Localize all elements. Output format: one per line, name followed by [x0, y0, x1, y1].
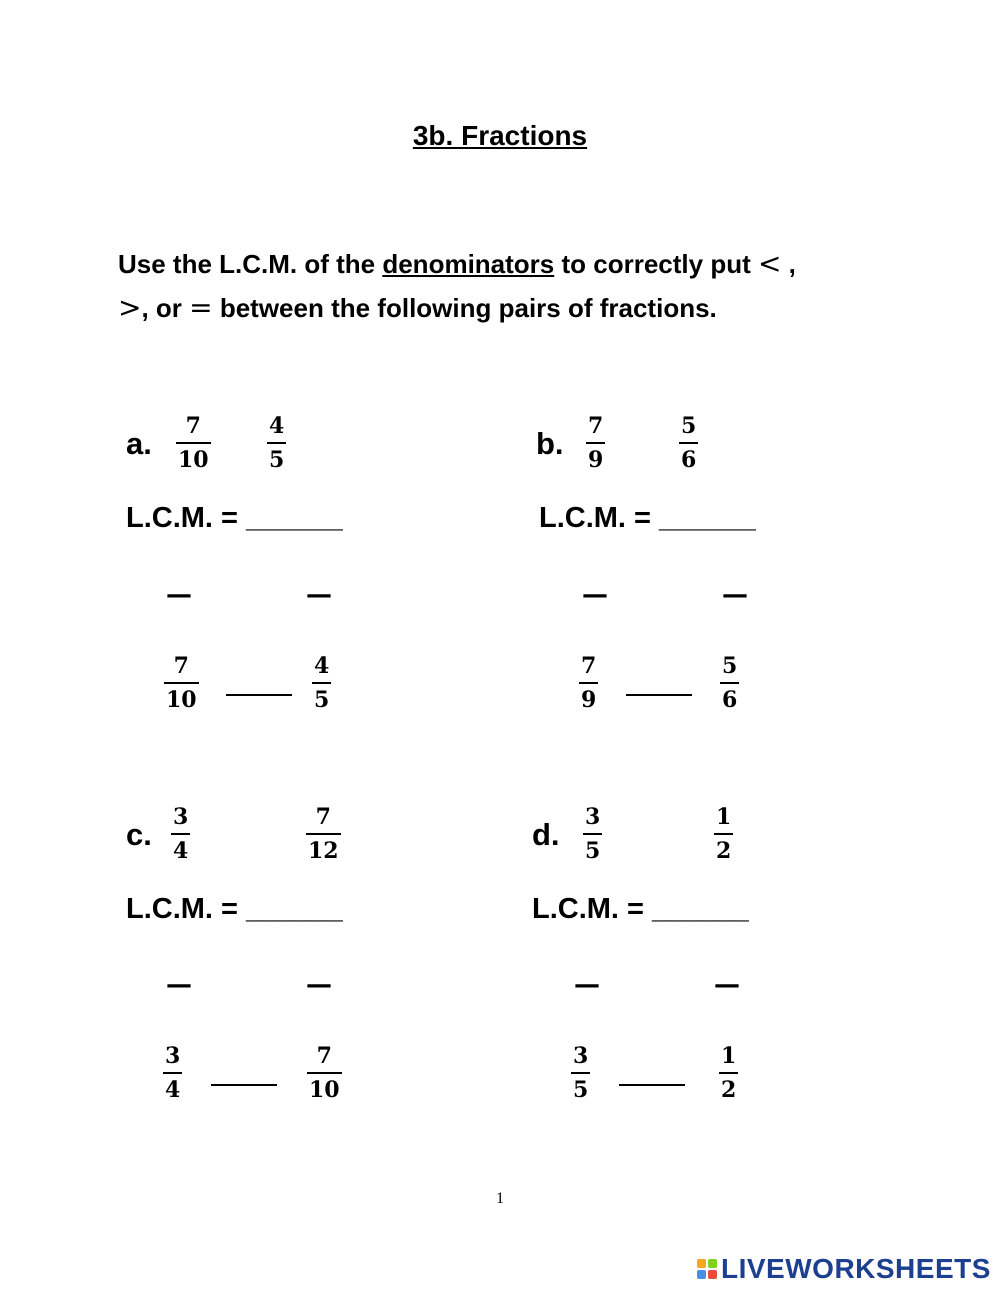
numerator: 3: [173, 804, 189, 830]
compare-fraction-1: [163, 1042, 182, 1104]
compare-fraction-1: [571, 1042, 590, 1104]
fraction-bar: [267, 442, 286, 444]
denominator: 2: [721, 1077, 737, 1103]
fraction-bar: [579, 682, 598, 684]
comparison-blank[interactable]: [619, 1084, 685, 1086]
instructions-text: to correctly put: [554, 249, 758, 279]
compare-fraction-2: [719, 1042, 738, 1104]
compare-fraction-2: [720, 652, 739, 714]
denominator: 5: [269, 447, 285, 473]
page-title: 3b. Fractions: [412, 120, 588, 151]
denominator: 10: [178, 447, 209, 473]
numerator: 5: [722, 653, 738, 679]
lcm-answer-blank[interactable]: L.C.M. = ______: [126, 893, 343, 925]
denominator: 5: [314, 687, 330, 713]
logo-block: [697, 1270, 706, 1279]
fraction-1: [171, 803, 190, 865]
fraction-2: [306, 803, 341, 865]
fraction-bar: [312, 682, 331, 684]
numerator-blank-1[interactable]: —: [574, 970, 600, 1000]
logo-blocks-icon: [697, 1259, 717, 1279]
compare-fraction-2: [307, 1042, 342, 1104]
fraction-bar: [306, 833, 341, 835]
instructions-line-1: [118, 242, 898, 286]
instructions-comma: ,: [781, 249, 796, 279]
numerator-blank-2[interactable]: —: [722, 580, 748, 610]
fraction-bar: [171, 833, 190, 835]
fraction-bar: [679, 442, 698, 444]
lcm-answer-blank[interactable]: L.C.M. = ______: [532, 893, 749, 925]
numerator: 1: [721, 1043, 737, 1069]
numerator-blank-1[interactable]: —: [582, 580, 608, 610]
fraction-1: [176, 412, 211, 474]
numerator: 7: [316, 1043, 332, 1069]
fraction-1: [586, 412, 605, 474]
logo-block: [708, 1259, 717, 1268]
lcm-answer-blank[interactable]: L.C.M. = ______: [126, 502, 343, 534]
numerator: 3: [573, 1043, 589, 1069]
liveworksheets-logo: [697, 1253, 991, 1285]
fraction-bar: [163, 1072, 182, 1074]
numerator: 5: [681, 413, 697, 439]
denominator: 9: [581, 687, 597, 713]
instructions: [118, 242, 898, 330]
instructions-text: between the following pairs of fractions.: [212, 293, 717, 323]
numerator-blank-2[interactable]: —: [306, 580, 332, 610]
denominator: 6: [722, 687, 738, 713]
problem-label: c.: [126, 817, 152, 852]
fraction-2: [714, 803, 733, 865]
numerator: 7: [581, 653, 597, 679]
page-number: 1: [496, 1190, 504, 1207]
numerator: 7: [588, 413, 604, 439]
comparison-blank[interactable]: [211, 1084, 277, 1086]
numerator: 7: [173, 653, 189, 679]
denominators-underlined: denominators: [382, 249, 555, 279]
numerator: 3: [585, 804, 601, 830]
numerator: 4: [269, 413, 285, 439]
fraction-bar: [307, 1072, 342, 1074]
numerator-blank-1[interactable]: —: [166, 970, 192, 1000]
lcm-answer-blank[interactable]: L.C.M. = ______: [539, 502, 756, 534]
less-than-symbol: <: [757, 247, 782, 280]
numerator-blank-2[interactable]: —: [306, 970, 332, 1000]
fraction-bar: [583, 833, 602, 835]
problem-label: a.: [126, 426, 152, 461]
fraction-2: [679, 412, 698, 474]
fraction-bar: [164, 682, 199, 684]
comparison-blank[interactable]: [626, 694, 692, 696]
logo-text: LIVEWORKSHEETS: [721, 1253, 991, 1284]
instructions-text: Use the L.C.M. of the: [118, 249, 383, 279]
denominator: 12: [308, 838, 339, 864]
numerator: 3: [165, 1043, 181, 1069]
fraction-bar: [586, 442, 605, 444]
fraction-bar: [571, 1072, 590, 1074]
denominator: 5: [585, 838, 601, 864]
compare-fraction-1: [164, 652, 199, 714]
denominator: 4: [165, 1077, 181, 1103]
fraction-1: [583, 803, 602, 865]
greater-than-symbol: >: [118, 291, 142, 324]
numerator-blank-1[interactable]: —: [166, 580, 192, 610]
denominator: 2: [716, 838, 732, 864]
denominator: 5: [573, 1077, 589, 1103]
fraction-bar: [176, 442, 211, 444]
instructions-or: , or: [141, 293, 190, 323]
comparison-blank[interactable]: [226, 694, 292, 696]
problem-label: d.: [532, 817, 560, 852]
numerator: 7: [315, 804, 331, 830]
equals-symbol: =: [189, 291, 213, 324]
denominator: 9: [588, 447, 604, 473]
fraction-2: [267, 412, 286, 474]
problem-label: b.: [536, 426, 564, 461]
logo-block: [697, 1259, 706, 1268]
denominator: 10: [309, 1077, 340, 1103]
compare-fraction-2: [312, 652, 331, 714]
fraction-bar: [714, 833, 733, 835]
denominator: 4: [173, 838, 189, 864]
numerator: 7: [185, 413, 201, 439]
logo-block: [708, 1270, 717, 1279]
denominator: 10: [166, 687, 197, 713]
fraction-bar: [719, 1072, 738, 1074]
numerator: 1: [716, 804, 732, 830]
denominator: 6: [681, 447, 697, 473]
instructions-line-2: [118, 286, 898, 330]
fraction-bar: [720, 682, 739, 684]
numerator: 4: [314, 653, 330, 679]
numerator-blank-2[interactable]: —: [714, 970, 740, 1000]
compare-fraction-1: [579, 652, 598, 714]
